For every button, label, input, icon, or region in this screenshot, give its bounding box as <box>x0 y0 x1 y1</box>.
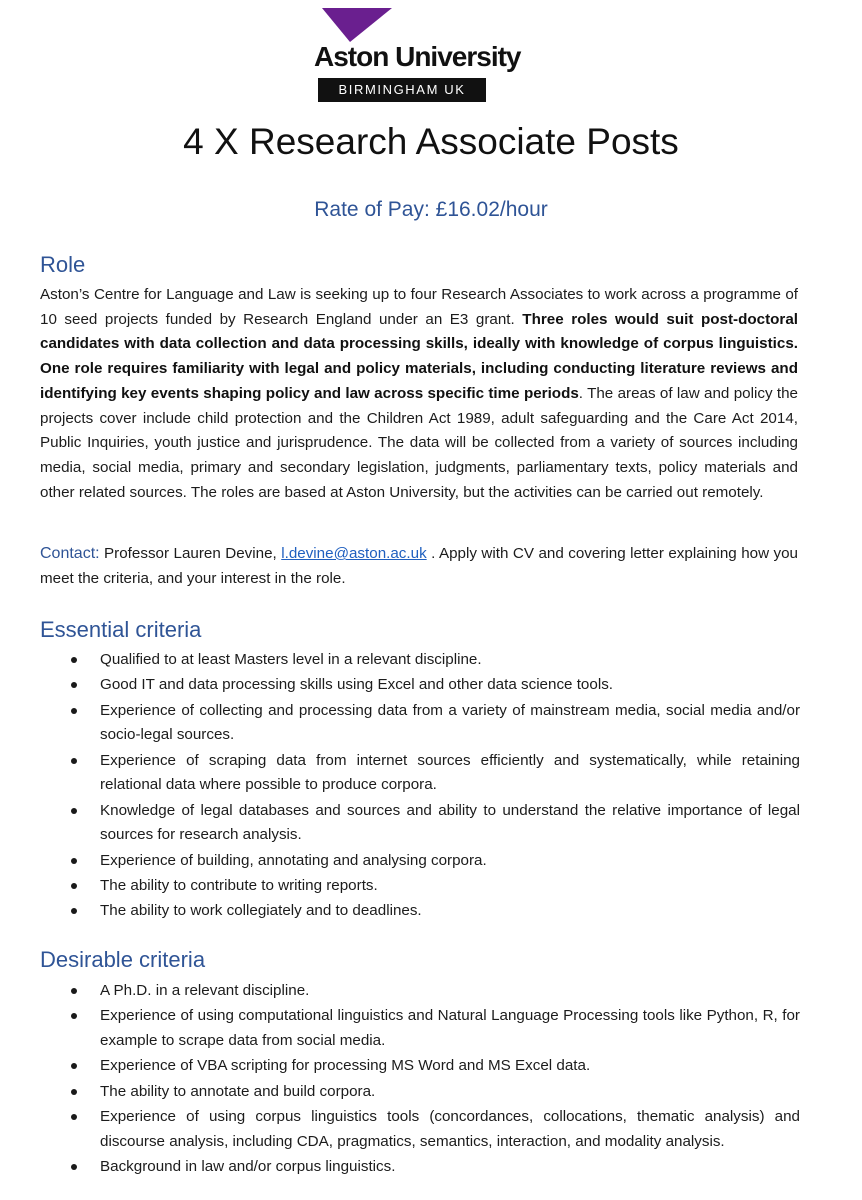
desirable-criteria-item <box>0 1155 800 1180</box>
essential-criteria-text: Experience of collecting and processing data from a variety of mainstream media, social media and/or socio-legal sources. <box>100 701 800 744</box>
role-text-bold: Three roles would suit post-doctoral candidates with data collection and data processing skills, ideally with knowledge of corpus linguistics. One role requires familiarity with legal and policy materials, including conducting literature reviews and identifying key events shaping policy and law across specific time periods <box>40 310 798 402</box>
essential-criteria-item <box>0 648 800 673</box>
essential-criteria-item <box>0 849 800 874</box>
contact-text: . Apply with CV and covering letter explaining how you meet the criteria, and your interest in the role. <box>40 545 798 587</box>
bullet-icon <box>71 1063 77 1069</box>
aston-logo <box>314 8 528 96</box>
desirable-criteria-item <box>0 1105 800 1154</box>
bullet-icon <box>71 657 77 663</box>
essential-criteria-list <box>0 648 800 924</box>
contact-paragraph <box>40 542 798 591</box>
role-heading: Role <box>40 252 86 277</box>
bullet-icon <box>71 908 77 914</box>
role-text-intro: Aston’s Centre for Language and Law is seeking up to four Research Associates to work across a programme of 10 seed projects funded by Research England under an E3 grant. <box>40 286 798 328</box>
bullet-icon <box>71 708 77 714</box>
essential-criteria-item <box>0 799 800 848</box>
logo-name: Aston University <box>314 41 521 72</box>
desirable-criteria-item <box>0 979 800 1004</box>
bullet-icon <box>71 1089 77 1095</box>
logo-location: BIRMINGHAM UK <box>318 78 486 102</box>
desirable-heading: Desirable criteria <box>40 947 206 972</box>
essential-criteria-item <box>0 874 800 899</box>
essential-criteria-text: Qualified to at least Masters level in a relevant discipline. <box>100 651 482 668</box>
role-text-rest: . The areas of law and policy the projects cover include child protection and the Children Act 1989, adult safeguarding and the Care Act 2014, Public Inquiries, youth justice and jurisprudence. The data will be collected from a variety of sources including media, social media, primary and secondary legislation, judgments, parliamentary texts, policy materials and other related sources. The roles are based at Aston University, but the activities can be carried out remotely. <box>40 384 798 501</box>
role-description <box>40 283 798 505</box>
logo-triangle-icon <box>322 8 392 42</box>
bullet-icon <box>71 682 77 688</box>
page-title: 4 X Research Associate Posts <box>183 121 679 162</box>
essential-criteria-item <box>0 749 800 798</box>
essential-criteria-text: The ability to work collegiately and to deadlines. <box>100 902 422 920</box>
contact-email-link[interactable]: l.devine@aston.ac.uk <box>281 545 427 562</box>
bullet-icon <box>71 758 77 764</box>
essential-criteria-text: Good IT and data processing skills using Excel and other data science tools. <box>100 676 614 694</box>
desirable-criteria-item <box>0 1080 800 1105</box>
bullet-icon <box>71 858 77 864</box>
essential-criteria-text: Experience of building, annotating and analysing corpora. <box>100 851 487 869</box>
essential-criteria-text: Knowledge of legal databases and sources and ability to understand the relative importance of legal sources for research analysis. <box>100 801 800 844</box>
desirable-criteria-text: Experience of using computational linguistics and Natural Language Processing tools like Python, R, for example to scrape data from social media. <box>100 1007 800 1049</box>
rate-of-pay: Rate of Pay: £16.02/hour <box>314 198 548 221</box>
desirable-criteria-text: Experience of using corpus linguistics tools (concordances, collocations, thematic analysis) and discourse analysis, including CDA, pragmatics, semantics, interaction, and modality analysis. <box>100 1107 800 1150</box>
desirable-criteria-list <box>0 979 800 1180</box>
contact-name: Professor Lauren Devine, <box>99 545 282 562</box>
essential-criteria-text: Experience of scraping data from internet sources efficiently and systematically, while retaining relational data where possible to produce corpora. <box>100 751 800 794</box>
essential-criteria-text: The ability to contribute to writing reports. <box>100 876 378 894</box>
essential-criteria-item <box>0 699 800 748</box>
bullet-icon <box>71 1114 77 1120</box>
desirable-criteria-item <box>0 1054 800 1079</box>
essential-heading: Essential criteria <box>40 617 202 642</box>
essential-criteria-item <box>0 673 800 698</box>
bullet-icon <box>71 1164 77 1170</box>
contact-label: Contact: <box>40 545 100 562</box>
bullet-icon <box>71 1013 77 1019</box>
desirable-criteria-text: The ability to annotate and build corpora. <box>100 1082 376 1100</box>
bullet-icon <box>71 988 77 994</box>
bullet-icon <box>71 883 77 889</box>
desirable-criteria-text: Background in law and/or corpus linguistics. <box>100 1157 396 1175</box>
desirable-criteria-item <box>0 1004 800 1053</box>
bullet-icon <box>71 808 77 814</box>
essential-criteria-item <box>0 899 800 924</box>
desirable-criteria-text: A Ph.D. in a relevant discipline. <box>100 982 310 999</box>
desirable-criteria-text: Experience of VBA scripting for processing MS Word and MS Excel data. <box>100 1057 591 1075</box>
